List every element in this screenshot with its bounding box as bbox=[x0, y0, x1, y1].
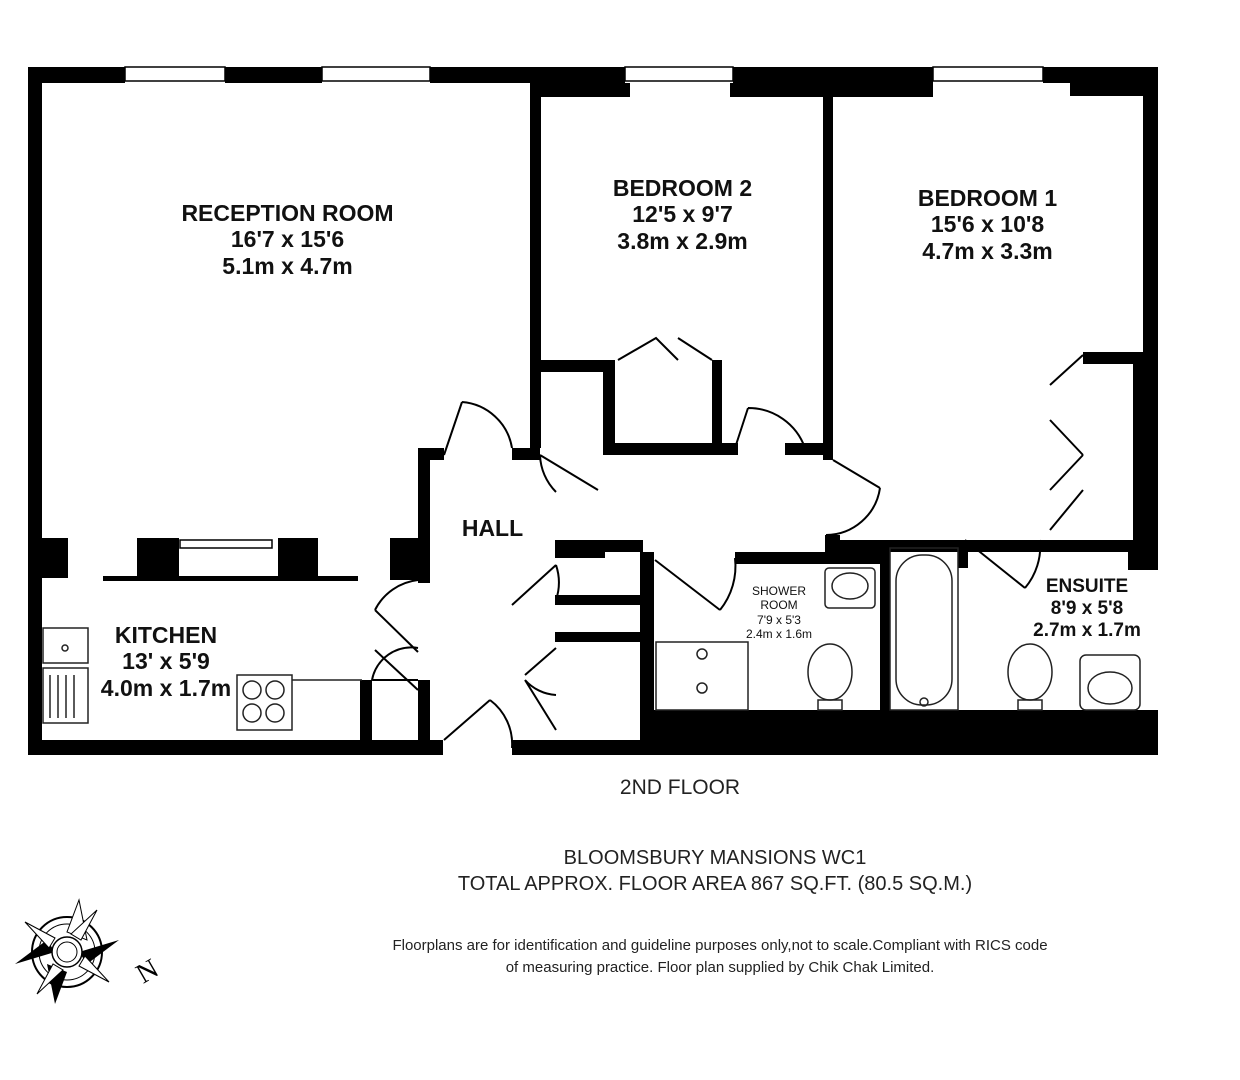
room-metric: 3.8m x 2.9m bbox=[617, 227, 748, 254]
bedroom1-label bbox=[885, 185, 1090, 264]
property-info bbox=[95, 845, 1240, 897]
room-name: SHOWER bbox=[752, 584, 806, 598]
room-imperial: 8'9 x 5'8 bbox=[1050, 597, 1124, 619]
disclaimer bbox=[100, 935, 1240, 979]
compass-letter: N bbox=[131, 953, 165, 991]
bath-icon bbox=[890, 548, 958, 710]
room-name: KITCHEN bbox=[114, 622, 218, 648]
disclaimer-line-2: of measuring practice. Floor plan supplied by Chik Chak Limited. bbox=[505, 958, 935, 976]
room-metric: 5.1m x 4.7m bbox=[222, 252, 353, 279]
reception-label bbox=[150, 200, 425, 279]
room-imperial: 15'6 x 10'8 bbox=[930, 211, 1045, 238]
shower-tray-icon bbox=[656, 642, 748, 710]
hall-label bbox=[455, 515, 530, 541]
room-metric: 2.7m x 1.7m bbox=[1033, 619, 1141, 641]
room-name: ENSUITE bbox=[1045, 576, 1129, 597]
floor-label: 2ND FLOOR bbox=[619, 776, 741, 799]
floor-area: TOTAL APPROX. FLOOR AREA 867 SQ.FT. (80.5 SQ.M.) bbox=[457, 873, 973, 895]
room-name: HALL bbox=[461, 515, 524, 541]
bedroom2-label bbox=[580, 175, 785, 254]
room-metric: 2.4m x 1.6m bbox=[745, 627, 813, 642]
windows bbox=[125, 67, 1043, 548]
room-metric: 4.0m x 1.7m bbox=[100, 674, 232, 701]
room-metric: 4.7m x 3.3m bbox=[922, 237, 1053, 264]
room-name: RECEPTION ROOM bbox=[181, 200, 394, 226]
toilet-icon bbox=[1008, 644, 1052, 700]
room-imperial: 12'5 x 9'7 bbox=[632, 201, 733, 228]
room-name: BEDROOM 2 bbox=[612, 175, 753, 201]
toilet-icon bbox=[808, 644, 852, 700]
disclaimer-line-1: Floorplans are for identification and guideline purposes only,not to scale.Compliant with RICS code bbox=[392, 937, 1048, 954]
ensuite-label bbox=[1027, 576, 1147, 642]
property-name: BLOOMSBURY MANSIONS WC1 bbox=[563, 847, 867, 869]
shower-room-label bbox=[738, 584, 820, 642]
room-name: BEDROOM 1 bbox=[917, 185, 1058, 211]
room-imperial: 16'7 x 15'6 bbox=[230, 226, 345, 253]
room-imperial: 13' x 5'9 bbox=[122, 648, 210, 675]
room-imperial: 7'9 x 5'3 bbox=[757, 612, 801, 627]
room-name-2: ROOM bbox=[760, 598, 798, 613]
kitchen-label bbox=[92, 622, 240, 701]
